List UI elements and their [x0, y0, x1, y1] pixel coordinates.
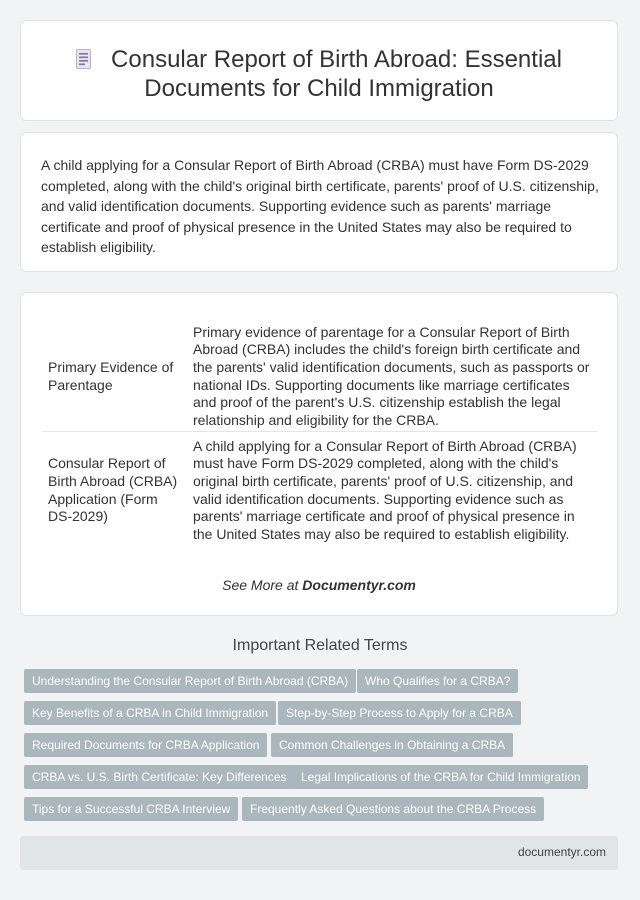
related-term-tag[interactable]: Common Challenges in Obtaining a CRBA — [271, 733, 513, 757]
see-more-link[interactable] — [21, 577, 617, 593]
related-term-tag[interactable]: Key Benefits of a CRBA in Child Immigration — [24, 701, 276, 725]
related-term-tag[interactable]: Tips for a Successful CRBA Interview — [24, 797, 238, 821]
table-row — [42, 432, 598, 550]
details-table — [42, 317, 598, 549]
see-more-prefix: See More at — [222, 577, 303, 593]
document-icon — [76, 49, 91, 69]
table-row — [42, 317, 598, 432]
summary-text: A child applying for a Consular Report of Birth Abroad (CRBA) must have Form DS-2029 completed, along with the child's original birth certificate, parents' proof of U.S. citizenship, and valid identification documents. Supporting evidence such as parents' marriage certificate and proof of physical presence in the United States may also be required to establish eligibility. — [41, 157, 599, 256]
related-term-tag[interactable]: Understanding the Consular Report of Birth Abroad (CRBA) — [24, 669, 356, 693]
row-label: Consular Report of Birth Abroad (CRBA) Application (Form DS-2029) — [42, 432, 189, 550]
details-card — [20, 292, 618, 616]
related-term-tag[interactable]: Legal Implications of the CRBA for Child Immigration — [293, 765, 588, 789]
related-term-tag[interactable]: Required Documents for CRBA Application — [24, 733, 267, 757]
header-card — [20, 20, 618, 121]
summary-card — [20, 132, 618, 272]
related-term-tag[interactable]: Step-by-Step Process to Apply for a CRBA — [278, 701, 521, 725]
page-title: Consular Report of Birth Abroad: Essential Documents for Child Immigration — [111, 46, 562, 102]
see-more-site[interactable]: Documentyr.com — [302, 577, 416, 593]
page-title-wrap — [21, 45, 617, 103]
footer-site[interactable]: documentyr.com — [517, 845, 606, 859]
related-terms-heading: Important Related Terms — [232, 637, 408, 654]
footer-bar — [20, 836, 618, 870]
related-term-tag[interactable]: Frequently Asked Questions about the CRBA Process — [242, 797, 544, 821]
row-label: Primary Evidence of Parentage — [48, 358, 174, 393]
related-term-tag[interactable]: CRBA vs. U.S. Birth Certificate: Key Differences — [24, 765, 295, 789]
row-value: Primary evidence of parentage for a Consular Report of Birth Abroad (CRBA) includes the child's foreign birth certificate and the parents' valid identification documents, such as passports or national IDs. Supporting documents like marriage certificates and proof of the parent's U.S. citizenship establish the legal relationship and eligibility for the CRBA. — [193, 323, 590, 428]
related-term-tag[interactable]: Who Qualifies for a CRBA? — [357, 669, 518, 693]
row-value: A child applying for a Consular Report of Birth Abroad (CRBA) must have Form DS-2029 completed, along with the child's original birth certificate, parents' proof of U.S. citizenship, and valid identification documents. Supporting evidence such as parents' marriage certificate and proof of physical presence in the United States may also be required to establish eligibility. — [189, 432, 598, 550]
